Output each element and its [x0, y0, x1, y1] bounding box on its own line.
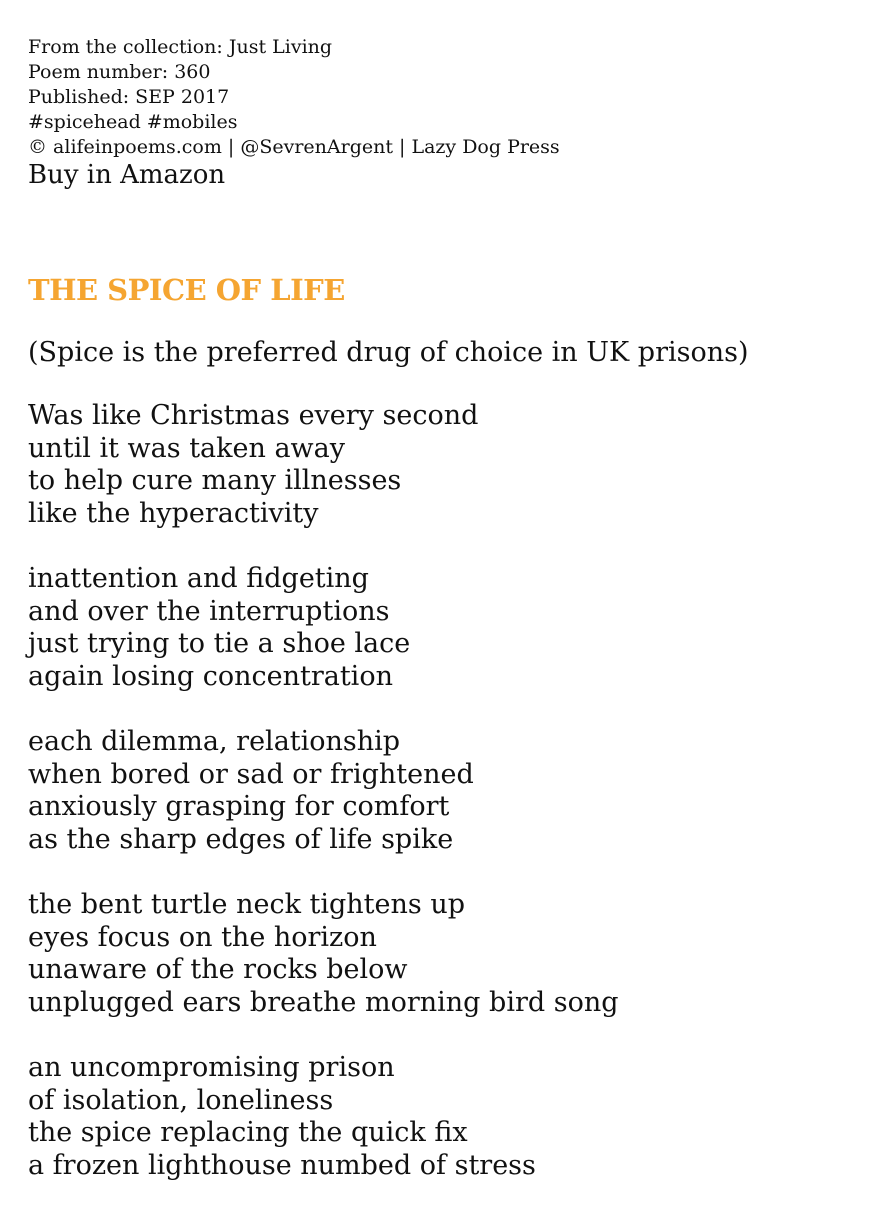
poem-line: Was like Christmas every second [28, 400, 479, 431]
poem-line: the spice replacing the quick fix [28, 1117, 468, 1148]
poem-line: unaware of the rocks below [28, 954, 408, 985]
published-label: Published: [28, 86, 136, 108]
poem-line: until it was taken away [28, 432, 346, 464]
published-row [28, 85, 859, 110]
poem-stanza [28, 726, 859, 856]
poem-line: like the hyperactivity [28, 497, 319, 529]
poem-page [28, 35, 859, 1215]
poem-title: THE SPICE OF LIFE [28, 273, 345, 307]
copyright-line: © alifeinpoems.com | @SevrenArgent | Lazy Dog Press [28, 136, 560, 158]
poem-line: of isolation, loneliness [28, 1084, 334, 1116]
poem-note: (Spice is the preferred drug of choice in UK prisons) [28, 337, 749, 368]
collection-value: Just Living [228, 36, 333, 58]
poem-line: inattention and fidgeting [28, 563, 369, 594]
poem-line: a frozen lighthouse numbed of stress [28, 1149, 536, 1181]
poem-line: each dilemma, relationship [28, 726, 401, 757]
poem-body [28, 400, 859, 1182]
poem-line: just trying to tie a shoe lace [28, 628, 411, 659]
collection-label: From the collection: [28, 36, 229, 58]
poem-line: anxiously grasping for comfort [28, 791, 450, 822]
poem-line: as the sharp edges of life spike [28, 823, 454, 855]
poem-stanza [28, 1052, 859, 1182]
poem-metadata [28, 35, 859, 160]
poem-number-label: Poem number: [28, 61, 175, 83]
poem-line: an uncompromising prison [28, 1052, 395, 1083]
poem-line: unplugged ears breathe morning bird song [28, 986, 619, 1018]
poem-line: and over the interruptions [28, 595, 390, 627]
poem-line: when bored or sad or frightened [28, 758, 474, 790]
collection-row [28, 35, 859, 60]
hashtags: #spicehead #mobiles [28, 111, 238, 133]
poem-number-value: 360 [174, 61, 211, 83]
poem-stanza [28, 889, 859, 1019]
poem-number-row [28, 60, 859, 85]
poem-line: the bent turtle neck tightens up [28, 889, 465, 920]
published-value: SEP 2017 [135, 86, 230, 108]
buy-in-amazon-link[interactable]: Buy in Amazon [28, 160, 226, 190]
poem-stanza [28, 400, 859, 530]
poem-line: eyes focus on the horizon [28, 921, 377, 953]
poem-stanza [28, 563, 859, 693]
poem-line: again losing concentration [28, 660, 393, 692]
poem-line: to help cure many illnesses [28, 465, 402, 496]
